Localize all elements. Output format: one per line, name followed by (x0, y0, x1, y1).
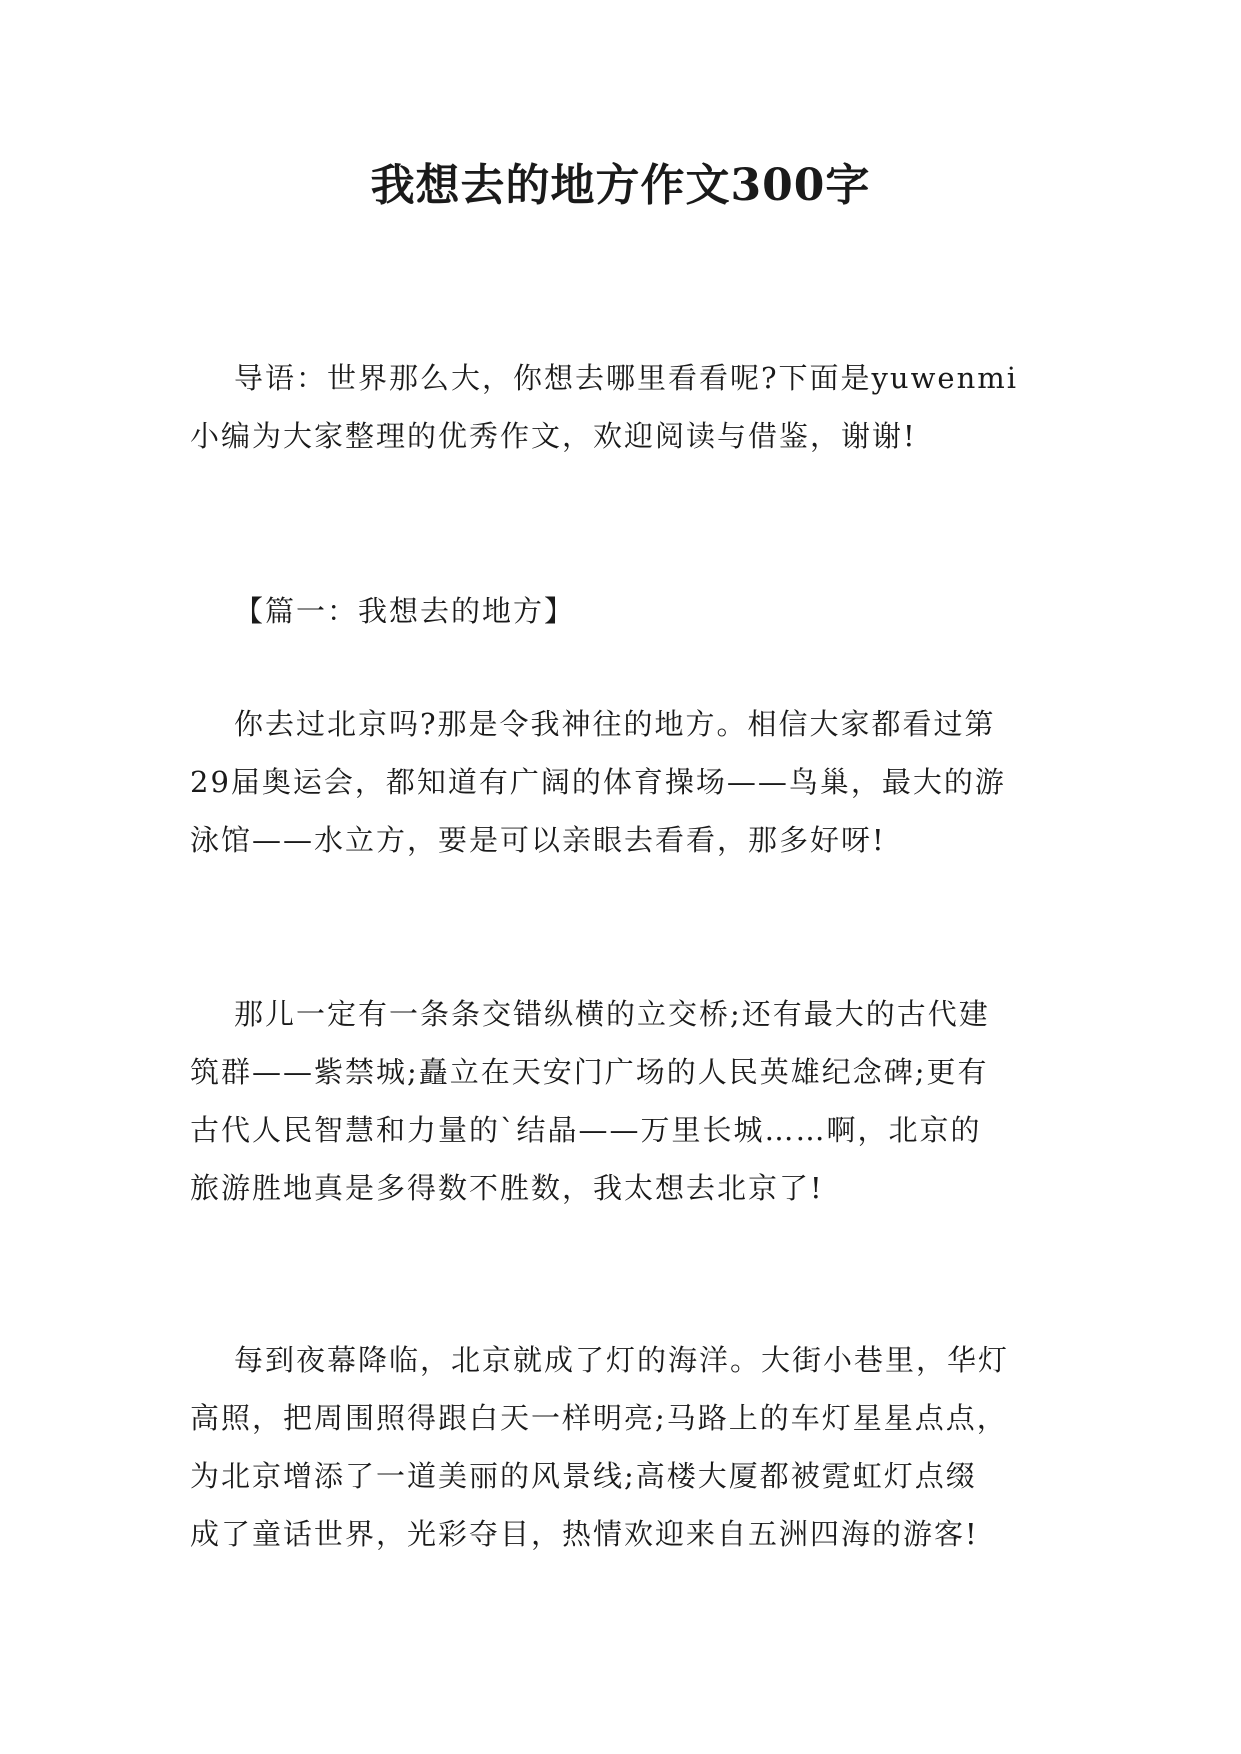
text-line: 29届奥运会，都知道有广阔的体育操场——鸟巢，最大的游 (190, 765, 1006, 799)
text-line: 那儿一定有一条条交错纵横的立交桥;还有最大的古代建 (234, 997, 990, 1031)
text-line: 你去过北京吗?那是令我神往的地方。相信大家都看过第 (234, 707, 996, 741)
body-paragraph (190, 1331, 1070, 1563)
text-line: 古代人民智慧和力量的`结晶——万里长城……啊，北京的 (190, 1113, 982, 1147)
text-line: 为北京增添了一道美丽的风景线;高楼大厦都被霓虹灯点缀 (190, 1459, 977, 1493)
body-paragraph (190, 695, 1070, 869)
intro-paragraph (190, 349, 1070, 465)
text-line: 小编为大家整理的优秀作文，欢迎阅读与借鉴，谢谢! (190, 419, 917, 453)
text-line: 导语：世界那么大，你想去哪里看看呢?下面是yuwenmi (234, 361, 1019, 395)
text-line: 成了童话世界，光彩夺目，热情欢迎来自五洲四海的游客! (190, 1517, 979, 1551)
body-paragraph (190, 985, 1070, 1217)
text-line: 泳馆——水立方，要是可以亲眼去看看，那多好呀! (190, 823, 886, 857)
text-line: 筑群——紫禁城;矗立在天安门广场的人民英雄纪念碑;更有 (190, 1055, 989, 1089)
document-title: 我想去的地方作文300字 (370, 160, 871, 211)
text-line: 每到夜幕降临，北京就成了灯的海洋。大街小巷里，华灯 (234, 1343, 1010, 1377)
section-heading (190, 582, 1070, 640)
text-line: 高照，把周围照得跟白天一样明亮;马路上的车灯星星点点， (190, 1401, 1008, 1435)
text-line: 旅游胜地真是多得数不胜数，我太想去北京了! (190, 1171, 824, 1205)
section-heading-text: 【篇一：我想去的地方】 (234, 594, 576, 628)
